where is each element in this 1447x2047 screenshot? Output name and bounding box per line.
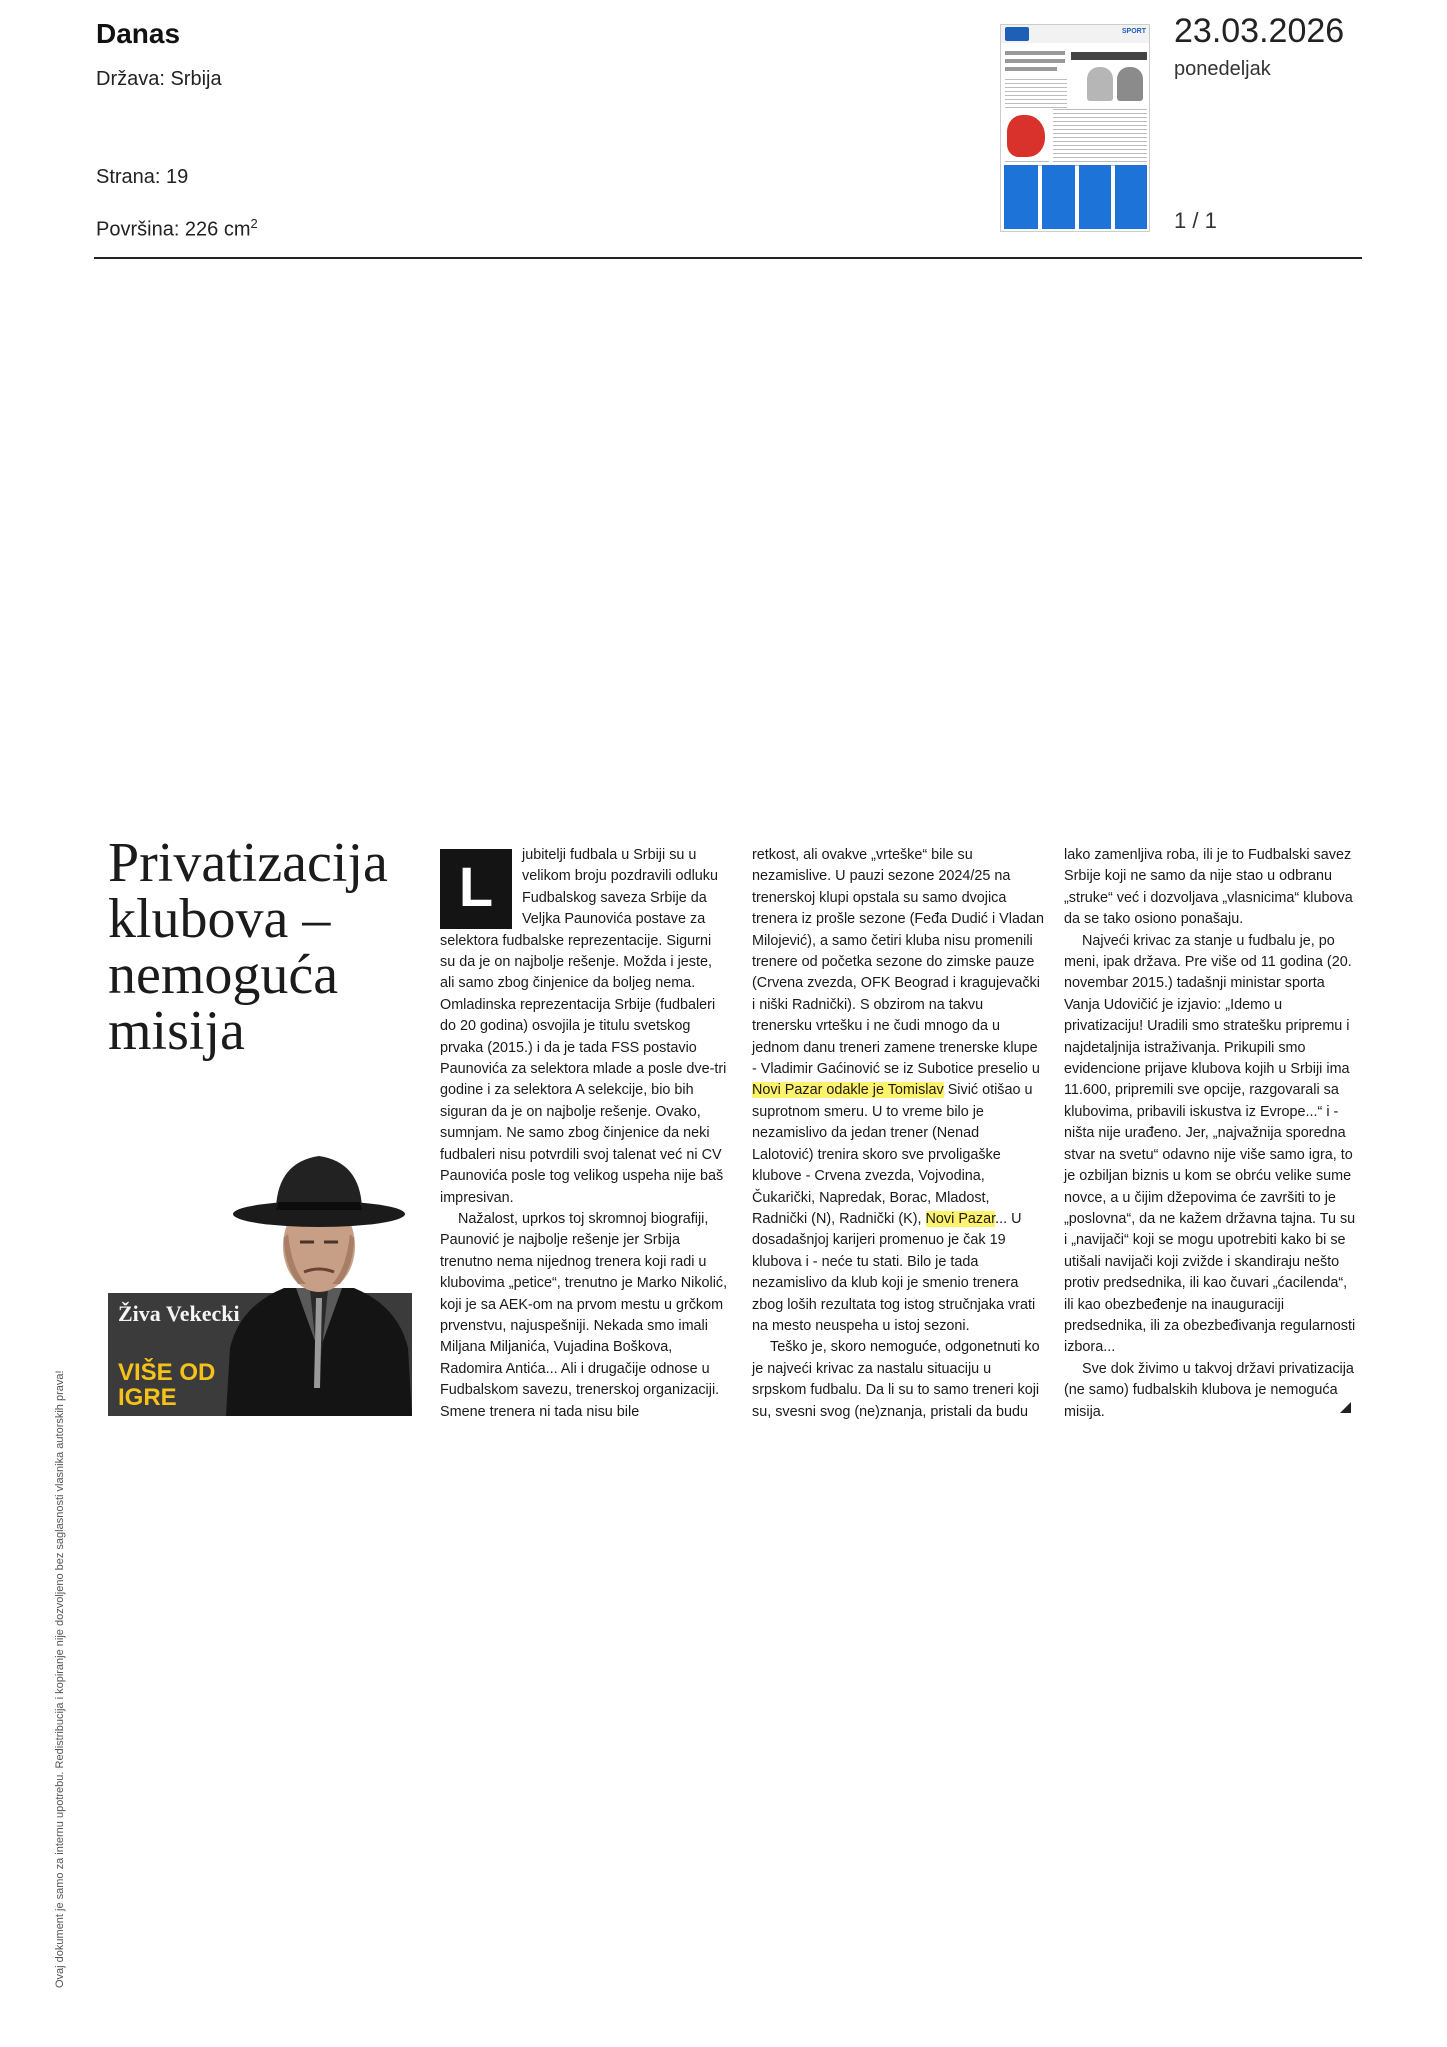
area-unit-superscript: 2 — [250, 216, 258, 231]
author-name: Živa Vekecki — [118, 1301, 240, 1326]
weekday: ponedeljak — [1174, 58, 1271, 80]
paragraph-text: retkost, ali ovakve „vrteške“ bile su nezamislive. U pauzi sezone 2024/25 na trenerskoj klupi opstala su samo dvojica trenera iz prošle sezone (Feđa Dudić i Vladan Milojević), a samo četiri kluba nisu promenili trenere od početka sezone do zimske pauze (Crvena zvezda, OFK Beograd i kragujevački i niški Radnički). S obzirom na takvu trenersku vrtešku i ne čudi mnogo da u jednom danu treneri zamene trenerske klupe - Vladimir Gaćinović se iz Subotice preselio u — [752, 847, 1044, 1078]
paragraph — [440, 845, 729, 1209]
thumbnail-photo — [1007, 115, 1045, 157]
thumbnail-ad-block — [1079, 165, 1111, 229]
article-headline: Privatizacija klubova – nemoguća misija — [108, 832, 388, 1062]
thumbnail-ad-block — [1042, 165, 1075, 229]
thumbnail-headline — [1005, 67, 1057, 71]
page-thumbnail[interactable] — [1000, 24, 1150, 232]
thumbnail-text-block — [1053, 109, 1147, 167]
area-text: Površina: 226 cm — [96, 218, 251, 241]
copyright-note: Ovaj dokument je samo za internu upotrebu. Redistribucija i kopiranje nije dozvoljeno bez saglasnosti vlasnika autorskih prava! — [54, 1370, 66, 1988]
country-label: Država: Srbija — [96, 68, 222, 90]
article-column-1 — [440, 845, 729, 1423]
area-label — [96, 216, 258, 242]
thumbnail-section-label: SPORT — [1121, 28, 1146, 35]
thumbnail-text-block — [1005, 79, 1067, 109]
paragraph-text: ... U dosadašnjoj karijeri promenuo je čak 19 klubova i - neće tu stati. Bilo je tada nezamislivo da klub koji je smenio trenera zbog loših rezultata tog istog stručnjaka vrati na mesto neuspeha u istoj sezoni. — [752, 1210, 1036, 1334]
article-column-2 — [752, 845, 1044, 1423]
thumbnail-headline — [1005, 51, 1065, 55]
thumbnail-logo — [1005, 27, 1029, 41]
thumbnail-title-bar — [1071, 52, 1147, 60]
end-mark — [1340, 1402, 1351, 1413]
thumbnail-photo — [1087, 67, 1113, 101]
thumbnail-headline — [1005, 59, 1065, 63]
date: 23.03.2026 — [1174, 12, 1345, 50]
paragraph: Nažalost, uprkos toj skromnoj biografiji, Paunović je najbolje rešenje jer Srbija trenutno nema nijednog trenera koji radi u klubovima „petice“, trenutno je Marko Nikolić, koji je sa AEK-om na prvom mestu u grčkom prvenstvu, najuspešniji. Nekada smo imali Miljana Miljanića, Vujadina Boškova, Radomira Antića... Ali i drugačije odnose u Fudbalskom savezu, trenerskoj organizaciji. Smene trenera ni tada nisu bile — [440, 1210, 728, 1420]
paragraph: Teško je, skoro nemoguće, odgonetnuti ko je najveći krivac za nastalu situaciju u srpskom fudbalu. Da li su to samo treneri koji su, svesni svog (ne)znanja, pristali da budu — [752, 1339, 1040, 1420]
page-count: 1 / 1 — [1174, 208, 1217, 233]
drop-cap: L — [440, 849, 512, 929]
article-column-3 — [1064, 845, 1357, 1423]
header-divider — [94, 257, 1362, 259]
page-number-label: Strana: 19 — [96, 166, 189, 188]
thumbnail-ad-block — [1115, 165, 1147, 229]
paragraph-text: Sivić otišao u suprotnom smeru. U to vreme bilo je nezamislivo da jedan trener (Nenad Lalotović) trenira skoro sve prvoligaške klubove - Crvena zvezda, Vojvodina, Čukarički, Napredak, Borac, Mladost, Radnički (N), Radnički (K), — [752, 1082, 1033, 1227]
paragraph: Sve dok živimo u takvoj državi privatizacija (ne samo) fudbalskih klubova je nemoguća misija. — [1064, 1360, 1354, 1420]
paragraph — [752, 845, 1044, 1337]
highlighted-text: Novi Pazar — [925, 1210, 996, 1227]
paragraph: Najveći krivac za stanje u fudbalu je, po meni, ipak država. Pre više od 11 godina (20. novembar 2015.) tadašnji ministar sporta Vanja Udovičić je izjavio: „Idemo u privatizaciju! Uradili smo stratešku pripremu i najdetaljnija istraživanja. Prikupili smo evidencione prijave klubova kojih u Srbiji ima 11.600, pripremili sve opcije, razgovarali sa klubovima, pribavili iskustva iz Evrope...“ i - ništa nije urađeno. Jer, „najvažnija sporedna stvar na svetu“ odavno nije više samo igra, to je ozbiljan biznis u kom se obrću velike sume novce, a u čijim džepovima će završiti to je „poslovna“, da ne kažem državna tajna. Tu su i „navijači“ koji se mogu upotrebiti kako bi se utišali navijači koji zvižde i skandiraju nešto protiv predsednika, ili kao čuvari „ćacilenda“, ili kao obezbeđenje na inauguraciji predsednika, ili za obezbeđivanja regularnosti izbora... — [1064, 932, 1356, 1356]
paragraph: lako zamenljiva roba, ili je to Fudbalski savez Srbije koji ne samo da nije stao u odbranu „struke“ već i dozvoljava „vlasnicima“ klubova da se tako osiono ponašaju. — [1064, 847, 1353, 928]
highlighted-text: Novi Pazar odakle je Tomislav — [752, 1082, 944, 1099]
paragraph-text: jubitelji fudbala u Srbiji su u velikom broju pozdravili odluku Fudbalskog saveza Srbije da Veljka Paunovića postave za selektora fudbalske reprezentacije. Sigurni su da je on najbolje rešenje. Možda i jeste, ali samo zbog činjenice da boljeg nema. Omladinska reprezentacija Srbije (fudbaleri do 20 godina) osvojila je titulu svetskog prvaka (2015.) i da je tada FSS postavio Paunovića za selektora mlade a posle dve-tri godine i za selektora A selekcije, bio bih siguran da je on najbolje rešenje. Ovako, sumnjam. Ne samo zbog činjenice da neki fudbaleri nisu potvrdili svoj talenat već ni CV Paunovića posle tog velikog uspeha nije baš impresivan. — [440, 847, 727, 1206]
column-label: VIŠE OD IGRE — [118, 1359, 216, 1411]
thumbnail-photo — [1117, 67, 1143, 101]
publication-name: Danas — [96, 18, 181, 49]
thumbnail-ad-block — [1004, 165, 1038, 229]
author-box — [108, 1138, 412, 1416]
